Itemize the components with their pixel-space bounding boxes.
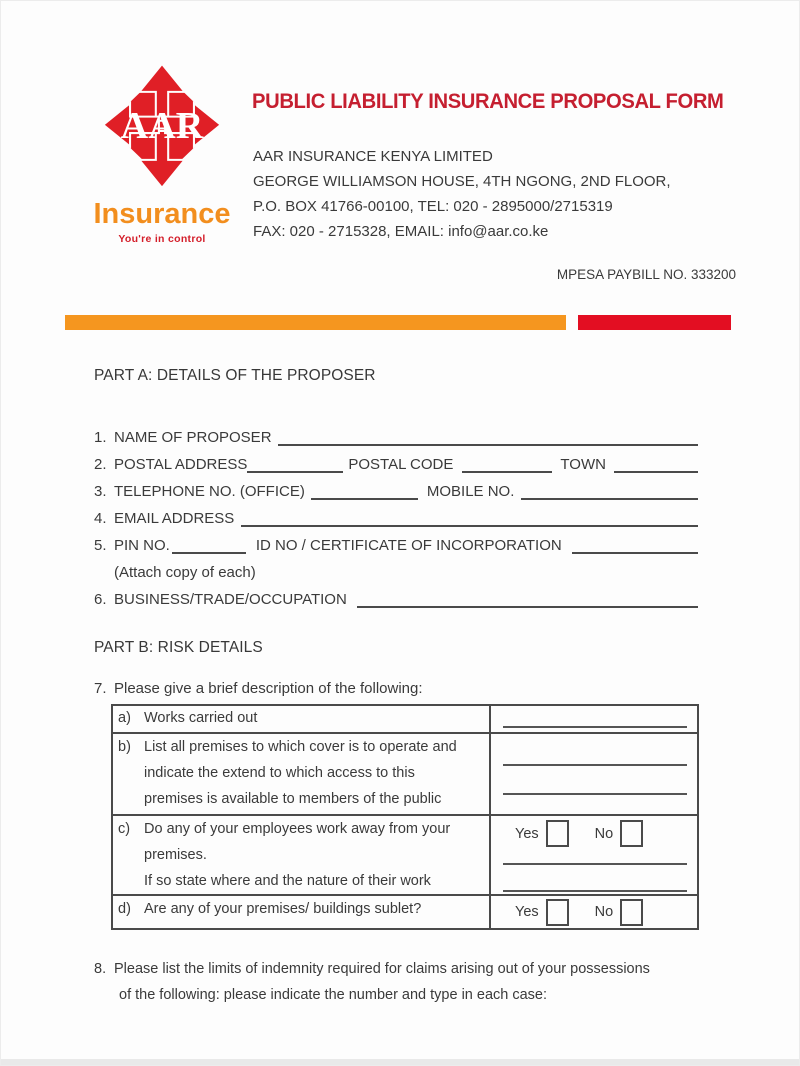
field-number: 2.	[94, 456, 107, 473]
red-divider-bar	[578, 315, 731, 330]
checkbox-c-no[interactable]	[620, 820, 643, 847]
row-letter: c)	[118, 821, 131, 837]
field-label: EMAIL ADDRESS	[114, 510, 235, 527]
question-7	[94, 679, 423, 699]
row-text	[144, 816, 450, 894]
field-label: PIN NO.	[114, 537, 170, 554]
address-line: AAR INSURANCE KENYA LIMITED	[253, 148, 493, 165]
part-a-fields	[94, 424, 698, 613]
part-a-heading: PART A: DETAILS OF THE PROPOSER	[94, 367, 376, 384]
row-text-line: premises.	[144, 847, 207, 863]
company-address	[253, 144, 671, 244]
table-row-a-question	[113, 706, 491, 732]
checkbox-d-yes[interactable]	[546, 899, 569, 926]
field-label: MOBILE NO.	[426, 483, 515, 500]
field-row-postal-address	[94, 451, 698, 478]
field-number: 6.	[94, 591, 107, 608]
field-label: POSTAL CODE	[348, 456, 454, 473]
field-line-postal-address[interactable]	[247, 451, 343, 473]
field-line-id-no[interactable]	[572, 532, 698, 554]
yes-no-group-c	[491, 820, 697, 847]
address-line: P.O. BOX 41766-00100, TEL: 020 - 2895000/2715319	[253, 198, 613, 215]
answer-line-a[interactable]	[503, 726, 687, 728]
table-row-b-answer	[491, 734, 697, 814]
address-line: FAX: 020 - 2715328, EMAIL: info@aar.co.ke	[253, 223, 549, 240]
field-line-business[interactable]	[357, 586, 698, 608]
address-line: GEORGE WILLIAMSON HOUSE, 4TH NGONG, 2ND FLOOR,	[253, 173, 671, 190]
field-line-telephone-office[interactable]	[311, 478, 418, 500]
row-text-line: premises is available to members of the public	[144, 791, 442, 807]
question-text: Please give a brief description of the following:	[114, 680, 423, 697]
yes-label: Yes	[515, 904, 539, 920]
table-row-d-answer	[491, 896, 697, 928]
field-label: BUSINESS/TRADE/OCCUPATION	[114, 591, 347, 608]
table-row-d-question	[113, 896, 491, 928]
answer-line-c-1[interactable]	[503, 863, 687, 865]
row-text-line: If so state where and the nature of their work	[144, 873, 431, 889]
field-line-postal-code[interactable]	[462, 451, 552, 473]
checkbox-c-yes[interactable]	[546, 820, 569, 847]
form-title: PUBLIC LIABILITY INSURANCE PROPOSAL FORM	[252, 89, 724, 113]
table-row-b-question	[113, 734, 491, 814]
table-row-d	[113, 896, 697, 928]
field-line-mobile-no[interactable]	[521, 478, 698, 500]
row-text-line: indicate the extend to which access to this	[144, 765, 415, 781]
field-line-town[interactable]	[614, 451, 698, 473]
row-text	[144, 734, 457, 814]
field-line-name-of-proposer[interactable]	[278, 424, 698, 446]
field-label: NAME OF PROPOSER	[114, 429, 272, 446]
answer-line-b-1[interactable]	[503, 764, 687, 766]
no-label: No	[594, 904, 614, 920]
field-label: POSTAL ADDRESS	[114, 456, 248, 473]
logo-brand-text: Insurance	[93, 198, 231, 230]
field-row-email	[94, 505, 698, 532]
field-number: 3.	[94, 483, 107, 500]
field-number: 1.	[94, 429, 107, 446]
field-row-telephone	[94, 478, 698, 505]
row-text: Works carried out	[144, 710, 258, 726]
question-number: 7.	[94, 680, 107, 697]
orange-divider-bar	[65, 315, 566, 330]
question-8	[94, 956, 650, 1008]
attach-copy-note: (Attach copy of each)	[114, 564, 256, 581]
table-row-a-answer	[491, 706, 697, 732]
row-letter: d)	[118, 901, 131, 917]
yes-label: Yes	[515, 825, 539, 842]
answer-line-c-2[interactable]	[503, 890, 687, 892]
risk-details-table	[111, 704, 699, 930]
field-line-pin-no[interactable]	[172, 532, 246, 554]
row-text-line: Do any of your employees work away from your	[144, 821, 451, 837]
mpesa-paybill: MPESA PAYBILL NO. 333200	[556, 267, 736, 282]
aar-arrows-logo-icon	[100, 63, 224, 197]
row-letter: a)	[118, 710, 131, 726]
question-text-line-2: of the following: please indicate the number and type in each case:	[119, 987, 548, 1003]
table-row-c-question	[113, 816, 491, 894]
yes-no-group-d	[491, 899, 697, 926]
field-line-email[interactable]	[241, 505, 698, 527]
table-row-c-answer	[491, 816, 697, 894]
question-text-line-1: Please list the limits of indemnity required for claims arising out of your possessions	[114, 961, 650, 977]
no-label: No	[594, 825, 614, 842]
table-row-b	[113, 734, 697, 816]
field-row-name-of-proposer	[94, 424, 698, 451]
question-number: 8.	[94, 961, 107, 977]
field-label: TOWN	[560, 456, 606, 473]
field-number: 4.	[94, 510, 107, 527]
part-b-heading: PART B: RISK DETAILS	[94, 639, 263, 656]
aar-logo	[87, 63, 237, 245]
table-row-c	[113, 816, 697, 896]
scan-bottom-edge	[1, 1059, 799, 1065]
checkbox-d-no[interactable]	[620, 899, 643, 926]
field-label: ID NO / CERTIFICATE OF INCORPORATION	[255, 537, 562, 554]
field-label: TELEPHONE NO. (OFFICE)	[114, 483, 305, 500]
answer-line-b-2[interactable]	[503, 793, 687, 795]
logo-tagline: You're in control	[118, 233, 206, 245]
table-row-a	[113, 706, 697, 734]
field-row-pin	[94, 532, 698, 559]
row-letter: b)	[118, 739, 131, 755]
field-row-business	[94, 586, 698, 613]
logo-acronym: AAR	[120, 105, 204, 148]
row-text: Are any of your premises/ buildings sublet?	[144, 901, 422, 917]
row-text-line: List all premises to which cover is to operate and	[144, 739, 457, 755]
field-number: 5.	[94, 537, 107, 554]
